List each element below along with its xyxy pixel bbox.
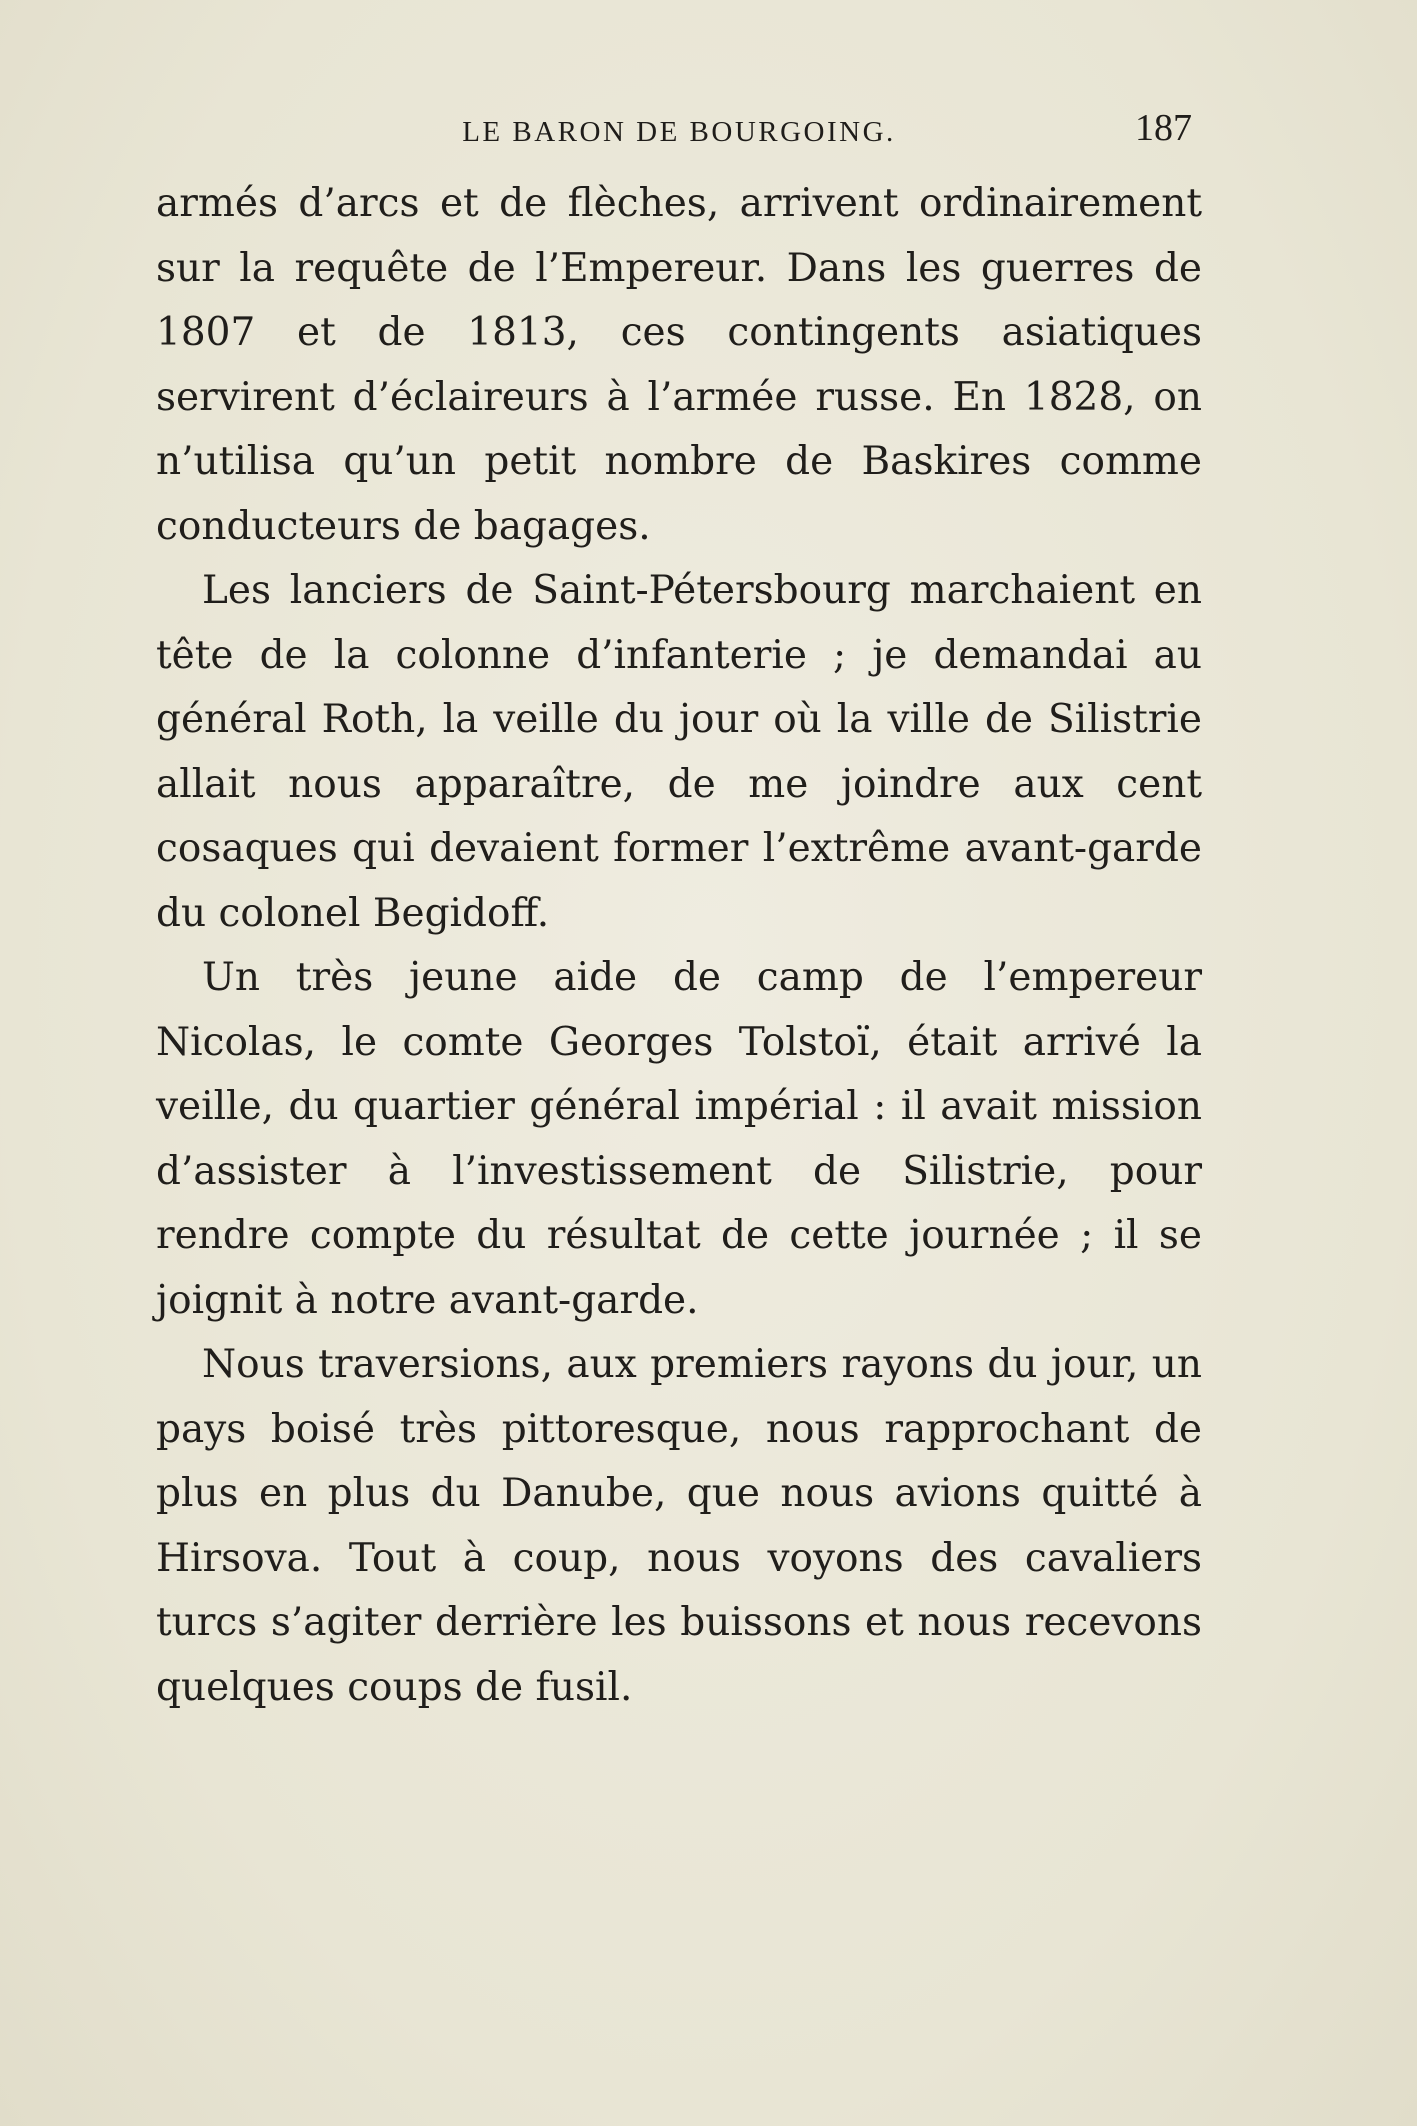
running-head — [156, 107, 1202, 152]
paragraph-tolstoi: Un très jeune aide de camp de l’empereur Nicolas, le comte Georges Tolstoï, était arrivé la veille, du quartier général impérial : il avait mission d’assister à l’investissement de Silistrie, pour rendre compte du résultat de cette journée ; il se joignit à notre avant-garde. — [156, 955, 1202, 1323]
running-title: LE BARON DE BOURGOING. — [462, 116, 896, 148]
paragraph-traversions: Nous traversions, aux premiers rayons du jour, un pays boisé très pittoresque, nous rapprochant de plus en plus du Danube, que nous avions quitté à Hirsova. Tout à coup, nous voyons des cavaliers turcs s’agiter derrière les buissons et nous recevons quelques coups de fusil. — [156, 1342, 1202, 1710]
page-number: 187 — [1135, 107, 1192, 149]
body-text — [156, 172, 1202, 1720]
paragraph-lanciers: Les lanciers de Saint-Pétersbourg marchaient en tête de la colonne d’infanterie ; je demandai au général Roth, la veille du jour où la ville de Silistrie allait nous apparaître, de me joindre aux cent cosaques qui devaient former l’extrême avant-garde du colonel Begidoff. — [156, 568, 1202, 936]
paragraph-continuation: armés d’arcs et de flèches, arrivent ordinairement sur la requête de l’Empereur. Dans les guerres de 1807 et de 1813, ces contingents asiatiques servirent d’éclaireurs à l’armée russe. En 1828, on n’utilisa qu’un petit nombre de Baskires comme conducteurs de bagages. — [156, 181, 1202, 549]
